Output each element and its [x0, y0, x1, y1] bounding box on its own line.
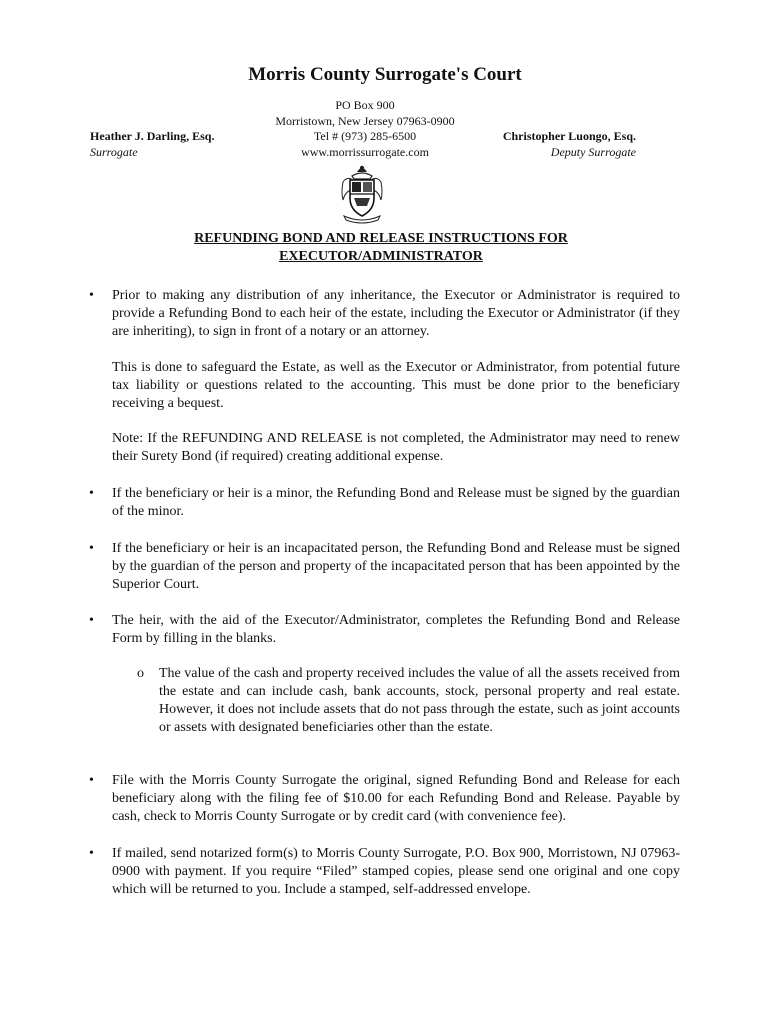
paragraph-note: Note: If the REFUNDING AND RELEASE is not completed, the Administrator may need to renew their Surety Bond (if required) creating additional expense.	[112, 431, 680, 464]
paragraph-notary-requirement: Prior to making any distribution of any inheritance, the Executor or Administrator is required to provide a Refunding Bond to each heir of the estate, including the Executor or Administrator (if they are inheriting), to sign in front of a notary or an attorney.	[112, 288, 680, 339]
deputy-name: Christopher Luongo, Esq.	[502, 129, 636, 143]
paragraph-form-completion: The heir, with the aid of the Executor/Administrator, completes the Refunding Bond and Release Form by filling in the blanks.	[112, 613, 680, 646]
bullet-icon: •	[89, 486, 94, 501]
county-seal-icon	[339, 162, 385, 224]
deputy-title: Deputy Surrogate	[550, 144, 636, 159]
address-website: www.morrissurrogate.com	[301, 144, 429, 159]
surrogate-title: Surrogate	[90, 144, 138, 159]
paragraph-safeguard: This is done to safeguard the Estate, as well as the Executor or Administrator, from potential future tax liability or questions related to the accounting. This must be done prior to the beneficiary receiving a bequest.	[112, 360, 680, 411]
address-po-box: PO Box 900	[335, 98, 395, 112]
bullet-icon: •	[89, 541, 94, 556]
heading-line-2: EXECUTOR/ADMINISTRATOR	[279, 249, 483, 264]
paragraph-asset-value: The value of the cash and property received includes the value of all the assets received from the estate and can include cash, bank accounts, stock, personal property and real estate. However, it does not include assets that do not pass through the estate, such as joint accounts or assets with designated beneficiaries other than the estate.	[159, 666, 680, 735]
court-title: Morris County Surrogate's Court	[248, 64, 522, 85]
bullet-icon: •	[89, 613, 94, 628]
surrogate-name: Heather J. Darling, Esq.	[90, 129, 215, 143]
paragraph-filing-fee: File with the Morris County Surrogate the original, signed Refunding Bond and Release for each beneficiary along with the filing fee of $10.00 for each Refunding Bond and Release. Payable by cash, check to Morris County Surrogate or by credit card (with convenience fee).	[112, 773, 680, 824]
address-city: Morristown, New Jersey 07963-0900	[275, 113, 455, 128]
address-phone: Tel # (973) 285-6500	[313, 129, 417, 143]
paragraph-minor: If the beneficiary or heir is a minor, the Refunding Bond and Release must be signed by the guardian of the minor.	[112, 486, 680, 519]
surrogate-block	[90, 129, 214, 160]
bullet-icon: •	[89, 288, 94, 303]
paragraph-incapacitated: If the beneficiary or heir is an incapacitated person, the Refunding Bond and Release must be signed by the guardian of the person and property of the incapacitated person that has been appointed by the Superior Court.	[112, 541, 680, 592]
bullet-icon: •	[89, 773, 94, 788]
paragraph-mailing: If mailed, send notarized form(s) to Morris County Surrogate, P.O. Box 900, Morristown, NJ 07963-0900 with payment. If you require “Filed” stamped copies, please send one original and one copy which will be returned to you. Include a stamped, self-addressed envelope.	[112, 846, 680, 897]
court-address-block	[235, 98, 495, 160]
bullet-icon: •	[89, 846, 94, 861]
heading-line-1: REFUNDING BOND AND RELEASE INSTRUCTIONS FOR	[194, 231, 568, 246]
deputy-block	[503, 129, 636, 160]
sub-bullet-icon: o	[137, 666, 144, 681]
document-heading	[120, 230, 642, 266]
